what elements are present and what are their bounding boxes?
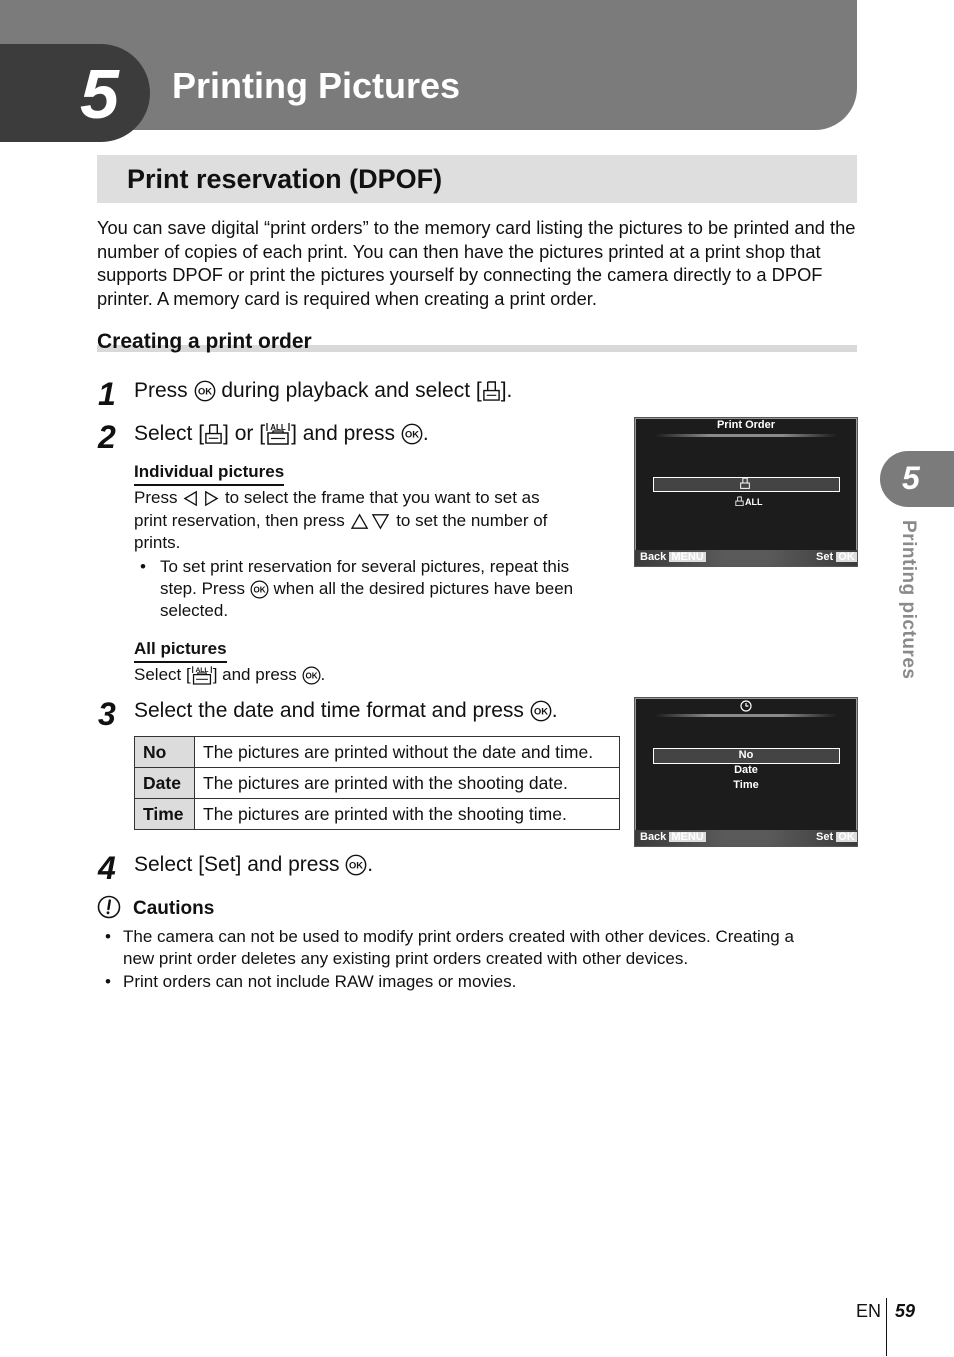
intro-paragraph: You can save digital “print orders” to the memory card listing the pictures to be printed and the number of copies of each print. You can then have the pictures printed at a print shop that supports DPOF or print the pictures yourself by connecting the camera directly to a DPOF printer. A memory card is required when creating a print order. xyxy=(97,217,856,309)
print-all-icon xyxy=(191,665,213,686)
individual-line-1: Press to select the frame that you want to set as xyxy=(134,488,540,507)
screen-title: Print Order xyxy=(716,419,776,431)
side-tab-number: 5 xyxy=(902,460,920,496)
cautions-title: Cautions xyxy=(133,898,215,919)
print-icon xyxy=(482,380,501,403)
ok-button-icon xyxy=(345,854,367,876)
print-all-icon xyxy=(265,422,291,446)
footer-language: EN xyxy=(856,1301,882,1321)
caution-1-line-1: The camera can not be used to modify print orders created with other devices. Creating a xyxy=(123,927,794,946)
individual-bullet-line-1: To set print reservation for several pictures, repeat this xyxy=(160,557,570,576)
bullet-dot: • xyxy=(140,557,146,576)
chapter-number: 5 xyxy=(80,55,119,133)
side-tab-text: Printing pictures xyxy=(898,520,919,680)
individual-pictures-label: Individual pictures xyxy=(134,461,284,486)
table-desc: The pictures are printed without the date and time. xyxy=(195,737,620,768)
ok-button-icon xyxy=(194,380,216,402)
table-desc: The pictures are printed with the shooting date. xyxy=(195,768,620,799)
print-order-screen xyxy=(634,417,858,567)
screen-set-label: Set OK xyxy=(816,831,855,844)
screen-item-date: Date xyxy=(734,764,758,776)
table-key: No xyxy=(135,737,195,768)
bullet-dot: • xyxy=(105,972,111,991)
ok-button-icon xyxy=(250,580,269,599)
table-desc: The pictures are printed with the shooting time. xyxy=(195,799,620,830)
step-3-number: 3 xyxy=(98,696,116,732)
screen-title-rule xyxy=(655,714,837,717)
caution-1-line-2: new print order deletes any existing print orders created with other devices. xyxy=(123,949,689,968)
step-4-number: 4 xyxy=(98,850,116,886)
clock-icon xyxy=(740,700,752,712)
table-key: Date xyxy=(135,768,195,799)
step-1-number: 1 xyxy=(98,376,116,412)
step-2-number: 2 xyxy=(98,419,116,455)
ok-button-icon xyxy=(302,666,321,685)
step-3-text: Select the date and time format and press . xyxy=(134,699,558,722)
table-row xyxy=(135,799,620,830)
screen-back-label: Back MENU xyxy=(640,831,704,844)
screen-footer xyxy=(635,550,857,566)
up-down-arrows-icon xyxy=(349,512,391,531)
section-title: Print reservation (DPOF) xyxy=(127,164,443,194)
date-format-table xyxy=(134,736,620,830)
caution-icon xyxy=(97,895,121,919)
screen-title-rule xyxy=(655,434,837,437)
print-icon xyxy=(739,477,751,490)
table-row xyxy=(135,768,620,799)
ok-button-icon xyxy=(401,423,423,445)
screen-item-time: Time xyxy=(733,779,759,791)
step-2-text: Select [ ] or [ ] and press . xyxy=(134,422,429,445)
bullet-dot: • xyxy=(105,927,111,946)
screen-footer xyxy=(635,830,857,846)
individual-bullet-line-3: selected. xyxy=(160,601,229,620)
screen-item-no: No xyxy=(738,749,754,761)
caution-2-line-1: Print orders can not include RAW images or movies. xyxy=(123,972,517,991)
table-row xyxy=(135,737,620,768)
individual-bullet-line-2: step. Press when all the desired pictures have been xyxy=(160,579,574,598)
print-icon xyxy=(734,496,745,507)
chapter-title: Printing Pictures xyxy=(172,65,461,106)
chapter-number-box xyxy=(0,44,150,142)
screen-set-label: Set OK xyxy=(816,551,855,564)
footer-separator xyxy=(886,1298,887,1356)
screen-back-label: Back MENU xyxy=(640,551,704,564)
page-number: 59 xyxy=(895,1301,916,1321)
individual-line-2: print reservation, then press to set the number of xyxy=(134,511,548,530)
all-pictures-label: All pictures xyxy=(134,638,227,663)
table-key: Time xyxy=(135,799,195,830)
step-1-text: Press during playback and select [ ]. xyxy=(134,379,513,402)
left-right-arrows-icon xyxy=(182,489,220,508)
subsection-title: Creating a print order xyxy=(97,330,312,353)
individual-line-3: prints. xyxy=(134,533,181,552)
date-format-screen xyxy=(634,697,858,847)
print-icon xyxy=(204,423,223,446)
all-pictures-text: Select [ ] and press . xyxy=(134,664,325,687)
step-4-text: Select [Set] and press . xyxy=(134,853,374,876)
screen-print-all-item: ALL xyxy=(734,493,763,511)
ok-button-icon xyxy=(530,700,552,722)
